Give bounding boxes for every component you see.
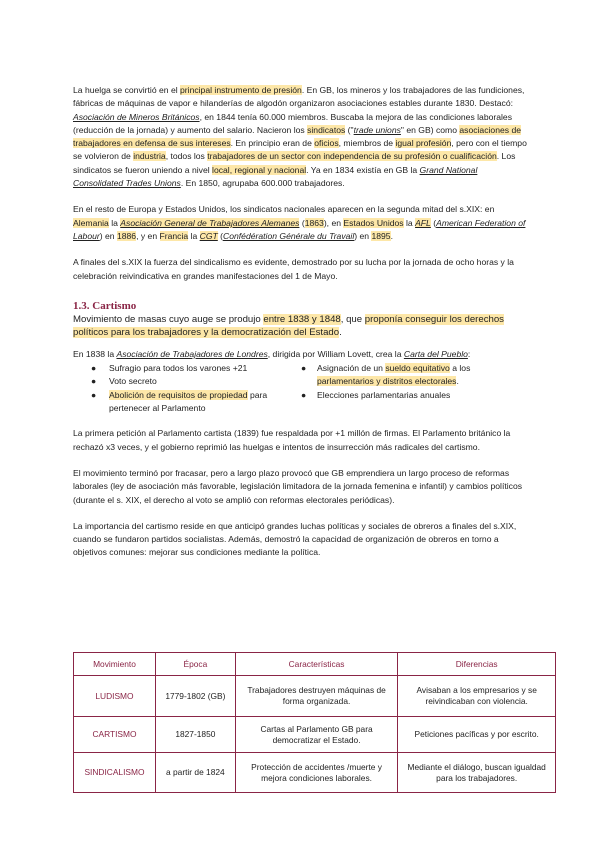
carta-list-right: [301, 362, 529, 415]
table-row: [74, 753, 556, 793]
carta-list: [73, 362, 529, 415]
list-item: ● Abolición de requisitos de propiedad para pertenecer al Parlamento: [91, 389, 268, 414]
list-item: ● Sufragio para todos los varones +21: [73, 362, 301, 375]
table-cell: 1779-1802 (GB): [155, 676, 235, 717]
table-cell: Mediante el diálogo, buscan igualdad para los trabajadores.: [398, 753, 556, 793]
table-cell: a partir de 1824: [155, 753, 235, 793]
table-row: [74, 676, 556, 717]
paragraph-importancia: La importancia del cartismo reside en que anticipó grandes luchas políticas y sociales de obreros a finales del s.XIX, cuando se fundaron partidos socialistas. Además, demostró la capacidad de organización de obreros en torno a objetivos comunes: mejorar sus condiciones mediante la política.: [73, 520, 517, 558]
table-header: Movimiento: [74, 653, 156, 676]
table-header-row: [74, 653, 556, 676]
paragraph-peticion: La primera petición al Parlamento cartista (1839) fue respaldada por +1 millón de firmas. El Parlamento británico la rechazó x3 veces, y el gobierno reprimió las huelgas e intentos de insurrección más radicales del cartismo.: [73, 428, 511, 452]
document-body: [73, 84, 529, 560]
table-cell: LUDISMO: [74, 676, 156, 717]
table-cell: Avisaban a los empresarios y se reivindicaban con violencia.: [398, 676, 556, 717]
comparison-table: [73, 652, 556, 793]
bullet-icon: ●: [91, 376, 97, 387]
list-item: ● Asignación de un sueldo equitativo a los parlamentarios y distritos electorales.: [301, 363, 471, 387]
table-row: [74, 717, 556, 753]
table-cell: Peticiones pacíficas y por escrito.: [398, 717, 556, 753]
table-cell: 1827-1850: [155, 717, 235, 753]
paragraph-sindicatos: La huelga se convirtió en el principal instrumento de presión. En GB, los mineros y los trabajadores de las fundiciones, fábricas de máquinas de vapor e hilanderías de algodón organizaron asociaciones estables durante 1830. Destacó: Asociación de Mineros Británicos, en 1844 tenía 60.000 miembros. Buscaba la mejora de las condiciones laborales (reducción de la jornada) y aumento del salario. Nacieron los sindicatos ("trade unions" en GB) como asociaciones de trabajadores en defensa de sus intereses. En principio eran de oficios, miembros de igual profesión, pero con el tiempo se volvieron de industria, todos los trabajadores de un sector con independencia de su profesión o cualificación. Los sindicatos se fueron uniendo a nivel local, regional y nacional. Ya en 1834 existía en GB la Grand National Consolidated Trades Unions. En 1850, agrupaba 600.000 trabajadores.: [73, 85, 527, 189]
table-header: Características: [235, 653, 398, 676]
table-header: Época: [155, 653, 235, 676]
paragraph-fracaso: El movimiento terminó por fracasar, pero a largo plazo provocó que GB emprendiera un largo proceso de reformas laborales (ley de asociación más favorable, legislación limitadora de la jornada femenina e infantil) y cambios políticos (durante el s. XIX, el derecho al voto se amplió con reformas electorales periódicas).: [73, 467, 523, 505]
table-cell: CARTISMO: [74, 717, 156, 753]
bullet-icon: ●: [301, 389, 307, 400]
table-header: Diferencias: [398, 653, 556, 676]
table-cell: Protección de accidentes /muerte y mejora condiciones laborales.: [235, 753, 398, 793]
section-heading: 1.3. Cartismo: [73, 299, 137, 312]
paragraph-cartismo-intro: Movimiento de masas cuyo auge se produjo entre 1838 y 1848, que proponía conseguir los derechos políticos para los trabajadores y la democratización del Estado.: [73, 313, 504, 339]
bullet-icon: ●: [91, 363, 97, 374]
bullet-icon: ●: [91, 389, 97, 400]
list-item: ● Elecciones parlamentarias anuales: [301, 389, 529, 402]
table-cell: Trabajadores destruyen máquinas de forma organizada.: [235, 676, 398, 717]
paragraph-carta: En 1838 la Asociación de Trabajadores de Londres, dirigida por William Lovett, crea la Carta del Pueblo:: [73, 348, 471, 359]
table-cell: SINDICALISMO: [74, 753, 156, 793]
carta-list-left: [73, 362, 301, 415]
paragraph-finales: A finales del s.XIX la fuerza del sindicalismo es evidente, demostrado por su lucha por la jornada de ocho horas y la celebración reivindicativa en grandes manifestaciones del 1 de Mayo.: [73, 257, 514, 281]
paragraph-europa: En el resto de Europa y Estados Unidos, los sindicatos nacionales aparecen en la segunda mitad del s.XIX: en Alemania la Asociación General de Trabajadores Alemanes (1863), en Estados Unidos la AFL (American Federation of Labour) en 1886, y en Francia la CGT (Confédération Générale du Travail) en 1895.: [73, 204, 526, 241]
table-cell: Cartas al Parlamento GB para democratizar el Estado.: [235, 717, 398, 753]
list-item: ● Voto secreto: [73, 375, 301, 388]
bullet-icon: ●: [301, 363, 307, 374]
